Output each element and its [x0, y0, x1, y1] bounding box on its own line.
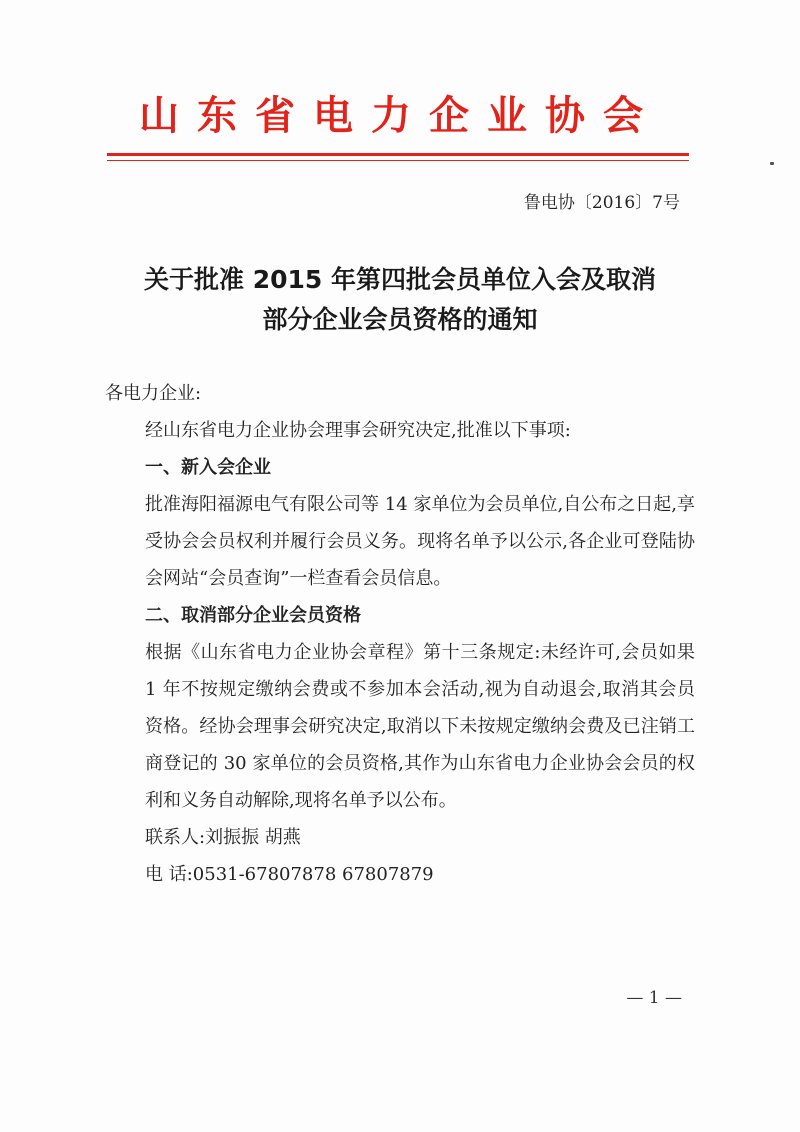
document-title — [90, 260, 710, 340]
section-2-heading: 二、取消部分企业会员资格 — [145, 605, 361, 626]
section-1-heading: 一、新入会企业 — [145, 457, 271, 478]
document-body — [105, 375, 695, 893]
title-line-2: 部分企业会员资格的通知 — [262, 305, 538, 334]
phone-line: 电 话:0531-67807878 67807879 — [145, 864, 434, 885]
document-number: 鲁电协〔2016〕7号 — [523, 193, 680, 213]
contact-line: 联系人:刘振振 胡燕 — [145, 827, 301, 848]
salutation: 各电力企业: — [105, 383, 202, 404]
intro-paragraph: 经山东省电力企业协会理事会研究决定,批准以下事项: — [145, 420, 571, 441]
section-1-paragraph: 批准海阳福源电气有限公司等 14 家单位为会员单位,自公布之日起,享受协会会员权利并履行会员义务。现将名单予以公示,各企业可登陆协会网站“会员查询”一栏查看会员信息。 — [145, 494, 695, 589]
title-line-1: 关于批准 2015 年第四批会员单位入会及取消 — [144, 265, 656, 294]
header-rule-thin — [107, 160, 689, 161]
header-rule-thick — [107, 153, 689, 156]
scan-speck — [770, 162, 774, 165]
organization-name: 山东省电力企业协会 — [139, 93, 661, 139]
section-2-paragraph: 根据《山东省电力企业协会章程》第十三条规定:未经许可,会员如果 1 年不按规定缴纳会费或不参加本会活动,视为自动退会,取消其会员资格。经协会理事会研究决定,取消以下未按规定缴纳会费及已注销工商登记的 30 家单位的会员资格,其作为山东省电力企业协会会员的权利和义务自动解除,现将名单予以公布。 — [145, 642, 695, 811]
page-number: — 1 — — [626, 988, 682, 1008]
